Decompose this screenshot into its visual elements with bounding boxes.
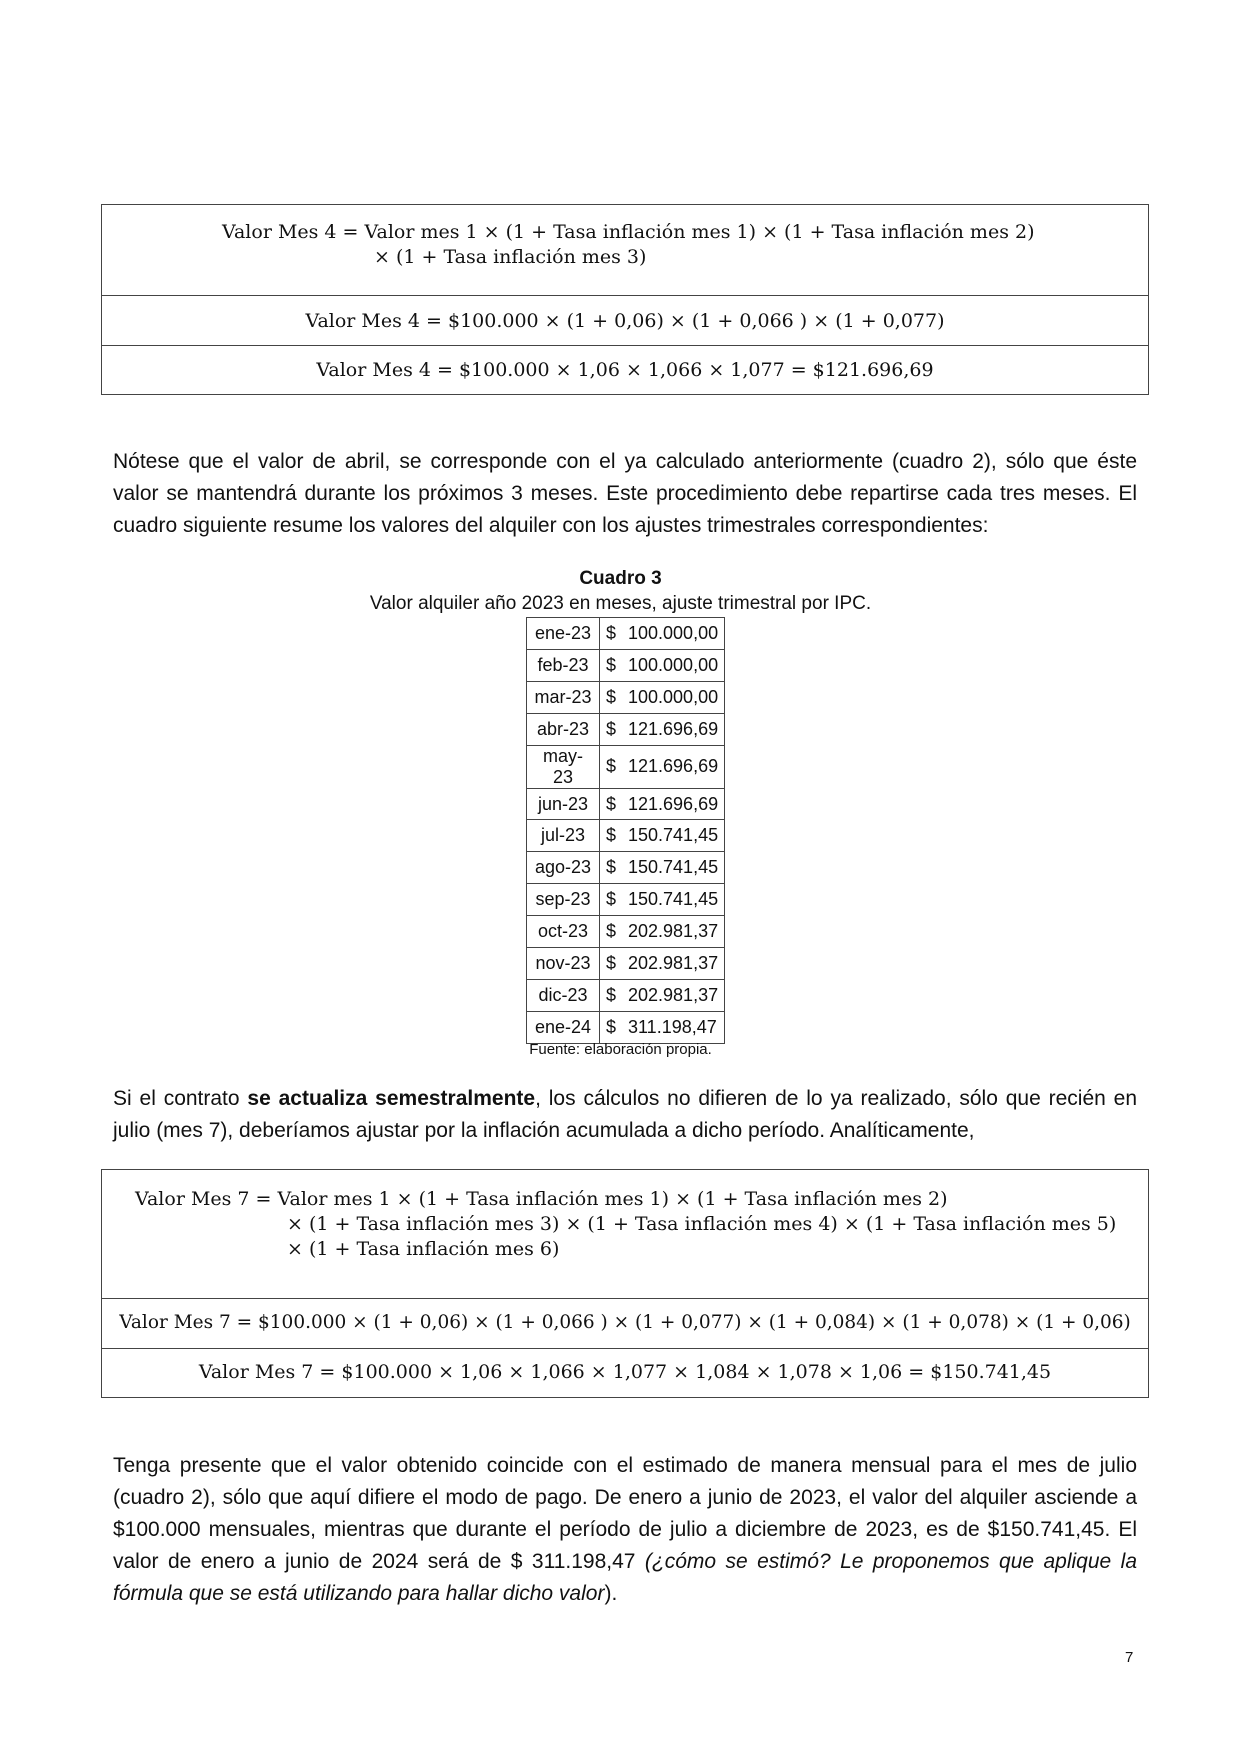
month-cell: jun-23 [527,788,600,820]
currency-symbol: $ [606,952,617,973]
currency-symbol: $ [606,686,617,707]
amount: 202.981,37 [628,921,719,942]
value-cell [600,916,725,948]
formula-line: Valor Mes 7 = Valor mes 1 × (1 + Tasa inflación mes 1) × (1 + Tasa inflación mes 2) [135,1188,948,1210]
table-source: Fuente: elaboración propia. [529,1041,712,1058]
currency-symbol: $ [606,825,617,846]
currency-symbol: $ [606,793,617,814]
value-cell [600,745,725,788]
table-row [527,1011,725,1043]
value-cell [600,649,725,681]
month-cell: dic-23 [527,979,600,1011]
currency-symbol: $ [606,1016,617,1037]
table-title: Cuadro 3 [579,568,662,589]
month-cell: sep-23 [527,884,600,916]
formula-result-row [102,1348,1148,1396]
table-row [527,948,725,980]
amount: 202.981,37 [628,984,719,1005]
value-cell [600,852,725,884]
paragraph-conclusion [113,1450,1137,1610]
currency-symbol: $ [606,921,617,942]
text-line: valor se mantendrá durante los próximos 3 meses. Este procedimiento debe repartirse cada tres meses. El [113,482,1137,505]
table-row [527,745,725,788]
table-row [527,979,725,1011]
month-cell: ago-23 [527,852,600,884]
table-row [527,852,725,884]
formula-result-row [102,345,1148,394]
bold-text: se actualiza semestralmente [247,1087,536,1110]
currency-symbol: $ [606,889,617,910]
amount: 150.741,45 [628,857,719,878]
table-row [527,884,725,916]
formula-line: Valor Mes 4 = $100.000 × 1,06 × 1,066 × 1,077 = $121.696,69 [316,359,934,381]
paragraph-april-note [113,446,1137,542]
value-cell [600,948,725,980]
formula-line: Valor Mes 7 = $100.000 × (1 + 0,06) × (1 + 0,066 ) × (1 + 0,077) × (1 + 0,084) × (1 + 0,078) × (1 + 0,06) [119,1312,1131,1333]
value-cell [600,618,725,650]
amount: 150.741,45 [628,889,719,910]
amount: 150.741,45 [628,825,719,846]
table-subtitle: Valor alquiler año 2023 en meses, ajuste trimestral por IPC. [369,593,872,614]
value-cell [600,884,725,916]
formula-line: Valor Mes 7 = $100.000 × 1,06 × 1,066 × 1,077 × 1,084 × 1,078 × 1,06 = $150.741,45 [198,1361,1052,1383]
text-run: , los cálculos no difieren de lo ya realizado, sólo que recién en [535,1087,1137,1110]
rent-values-table [526,617,725,1044]
currency-symbol: $ [606,756,617,777]
amount: 121.696,69 [628,718,719,739]
currency-symbol: $ [606,718,617,739]
text-line: cuadro siguiente resume los valores del alquiler con los ajustes trimestrales correspondientes: [113,514,989,537]
amount: 121.696,69 [628,793,719,814]
text-line: Nótese que el valor de abril, se corresponde con el ya calculado anteriormente (cuadro 2), sólo que éste [113,450,1137,473]
paragraph-semestral [113,1083,1137,1147]
formula-line: × (1 + Tasa inflación mes 3) [374,246,647,268]
month-cell: mar-23 [527,681,600,713]
text-line [113,1578,1137,1610]
text-line [113,1083,1137,1115]
formula-line: Valor Mes 4 = Valor mes 1 × (1 + Tasa inflación mes 1) × (1 + Tasa inflación mes 2) [222,221,1035,243]
text-run: Si el contrato [113,1087,248,1110]
formula-general-row [102,205,1148,295]
amount: 202.981,37 [628,952,719,973]
currency-symbol: $ [606,622,617,643]
table-row [527,618,725,650]
formula-substitution-row [102,1298,1148,1348]
formula-general-row [102,1170,1148,1298]
currency-symbol: $ [606,984,617,1005]
text-run: valor de enero a junio de 2024 será de $ 311.198,47 [113,1550,645,1573]
italic-text: fórmula que se está utilizando para hallar dicho valor [113,1582,605,1605]
month-cell: ene-23 [527,618,600,650]
value-cell [600,681,725,713]
month-cell: feb-23 [527,649,600,681]
formula-substitution-row [102,295,1148,345]
table-row [527,916,725,948]
month-cell: jul-23 [527,820,600,852]
currency-symbol: $ [606,857,617,878]
table-row [527,713,725,745]
amount: 100.000,00 [628,686,719,707]
amount: 121.696,69 [628,756,719,777]
value-cell [600,713,725,745]
table-row [527,788,725,820]
month-cell: may-23 [527,745,600,788]
formula-box-month-7 [101,1169,1149,1398]
value-cell [600,788,725,820]
text-line [113,1546,1137,1578]
month-cell: ene-24 [527,1011,600,1043]
text-run: ). [604,1582,618,1605]
amount: 100.000,00 [628,654,719,675]
value-cell [600,820,725,852]
month-cell: abr-23 [527,713,600,745]
formula-line: × (1 + Tasa inflación mes 3) × (1 + Tasa inflación mes 4) × (1 + Tasa inflación mes 5) [287,1213,1117,1235]
amount: 100.000,00 [628,622,719,643]
value-cell [600,979,725,1011]
value-cell [600,1011,725,1043]
table-row [527,820,725,852]
page-number: 7 [1125,1649,1134,1666]
text-line: (cuadro 2), sólo que aquí difiere el modo de pago. De enero a junio de 2023, el valor del alquiler asciende a [113,1486,1137,1509]
text-line: $100.000 mensuales, mientras que durante el período de julio a diciembre de 2023, es de $150.741,45. El [113,1518,1137,1541]
italic-text: (¿cómo se estimó? Le proponemos que aplique la [644,1550,1137,1573]
month-cell: oct-23 [527,916,600,948]
month-cell: nov-23 [527,948,600,980]
formula-box-month-4 [101,204,1149,395]
table-row [527,681,725,713]
table-row [527,649,725,681]
amount: 311.198,47 [628,1016,717,1037]
currency-symbol: $ [606,654,617,675]
text-line: Tenga presente que el valor obtenido coincide con el estimado de manera mensual para el mes de julio [113,1454,1137,1477]
formula-line: × (1 + Tasa inflación mes 6) [287,1238,560,1260]
text-line: julio (mes 7), deberíamos ajustar por la inflación acumulada a dicho período. Analíticamente, [113,1119,975,1142]
formula-line: Valor Mes 4 = $100.000 × (1 + 0,06) × (1 + 0,066 ) × (1 + 0,077) [305,310,945,332]
